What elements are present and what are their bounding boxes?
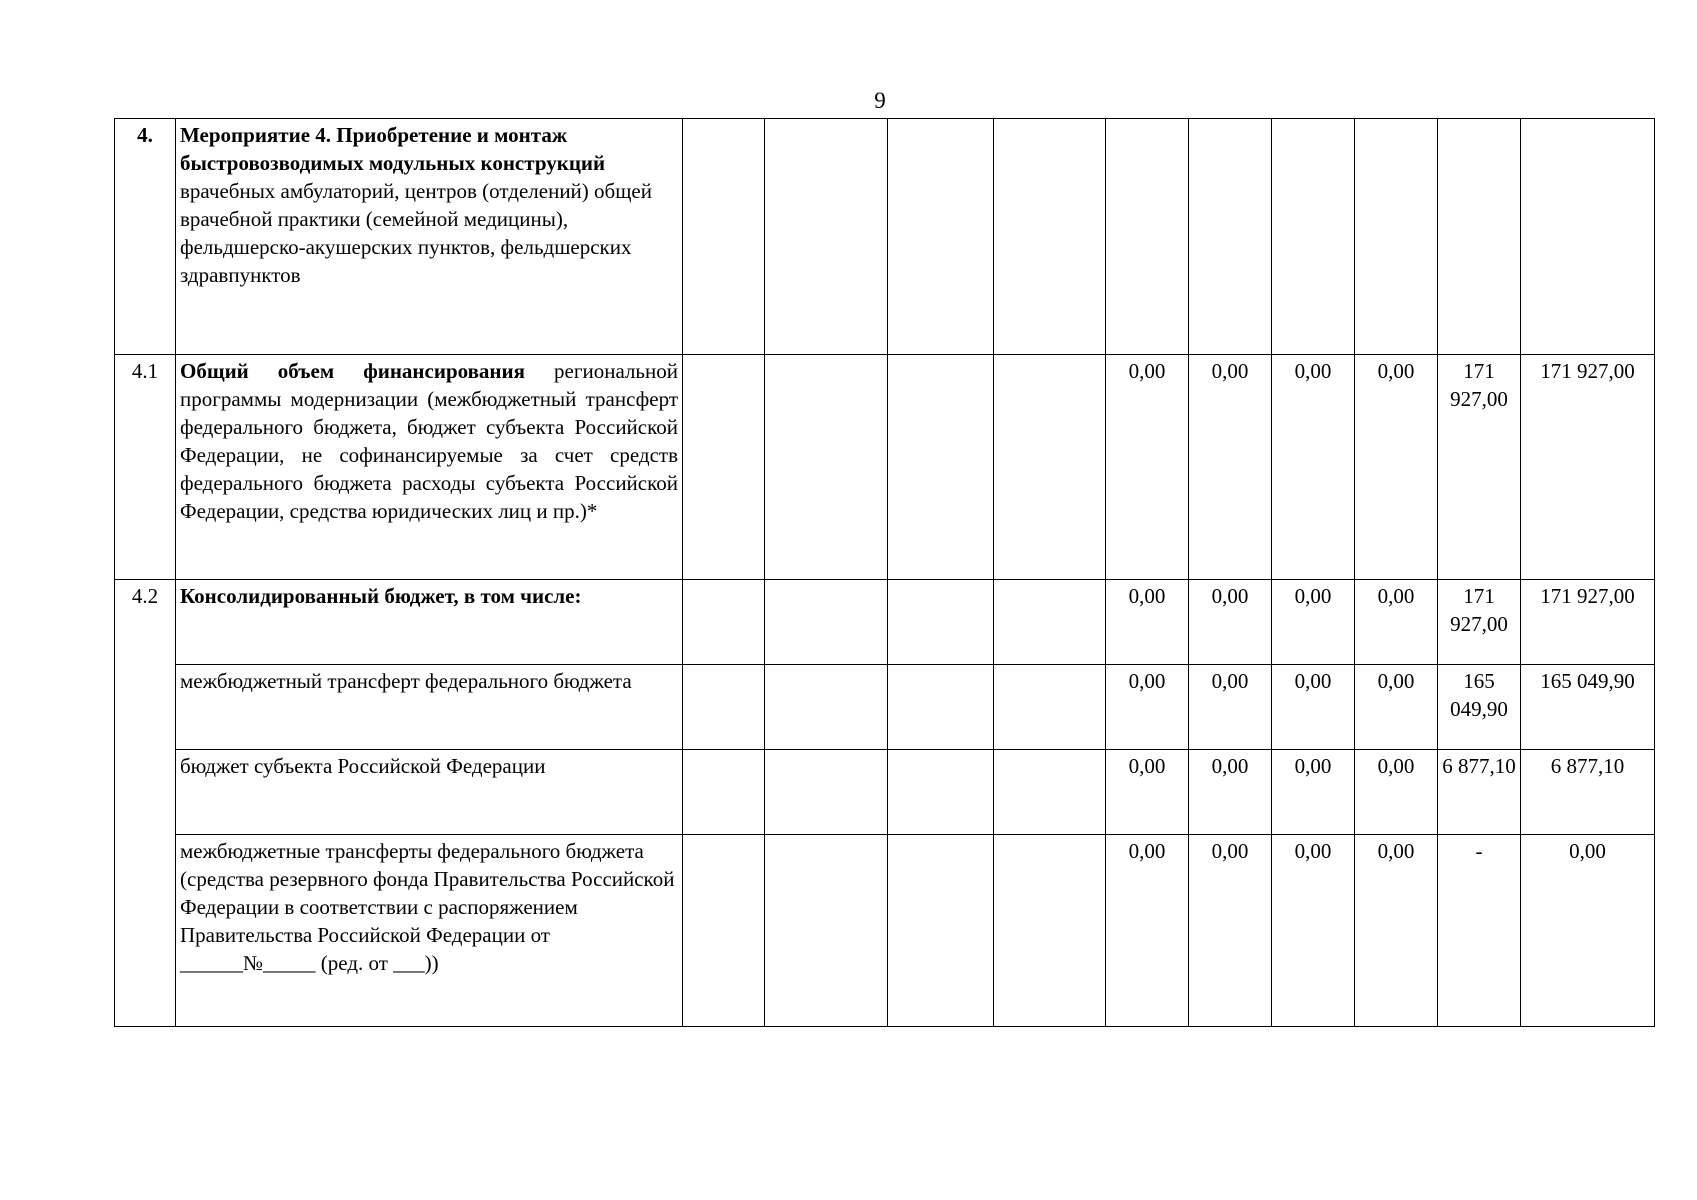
table-row — [115, 119, 1655, 355]
empty-cell — [765, 835, 888, 1027]
empty-cell — [765, 665, 888, 750]
row-title-bold: Мероприятие 4. Приобретение и монтаж быстровозводимых модульных конструкций — [180, 123, 606, 175]
empty-cell — [765, 750, 888, 835]
row-description: межбюджетный трансферт федерального бюджета — [176, 665, 683, 750]
row-number: 4. — [115, 119, 176, 355]
value-cell: 165 049,90 — [1438, 665, 1521, 750]
empty-cell — [765, 580, 888, 665]
empty-cell — [683, 750, 765, 835]
empty-cell — [888, 750, 994, 835]
empty-cell — [994, 355, 1106, 580]
total-cell: 171 927,00 — [1521, 355, 1655, 580]
value-cell: 0,00 — [1106, 750, 1189, 835]
row-number: 4.1 — [115, 355, 176, 580]
value-cell: 0,00 — [1106, 835, 1189, 1027]
value-cell: 0,00 — [1355, 750, 1438, 835]
value-cell: 0,00 — [1106, 580, 1189, 665]
table-row — [115, 835, 1655, 1027]
page-number: 9 — [874, 88, 886, 113]
table-row — [115, 355, 1655, 580]
empty-cell — [888, 355, 994, 580]
value-cell: 0,00 — [1355, 835, 1438, 1027]
value-cell: 0,00 — [1355, 580, 1438, 665]
empty-cell — [888, 119, 994, 355]
empty-cell — [683, 665, 765, 750]
value-cell: 0,00 — [1189, 750, 1272, 835]
empty-cell — [765, 119, 888, 355]
row-description: бюджет субъекта Российской Федерации — [176, 750, 683, 835]
row-number: 4.2 — [115, 580, 176, 1027]
empty-cell — [1189, 119, 1272, 355]
row-title-rest: региональной программы модернизации (межбюджетный трансферт федерального бюджета, бюджет субъекта Российской Федерации, не софинансируемые за счет средств федерального бюджета расходы субъекта Российской Федерации, средства юридических лиц и пр.)* — [180, 359, 678, 523]
empty-cell — [683, 580, 765, 665]
value-cell: 171 927,00 — [1438, 580, 1521, 665]
value-cell: 171 927,00 — [1438, 355, 1521, 580]
row-description — [176, 355, 683, 580]
empty-cell — [683, 835, 765, 1027]
table-row — [115, 580, 1655, 665]
total-cell: 6 877,10 — [1521, 750, 1655, 835]
empty-cell — [1272, 119, 1355, 355]
table-row — [115, 665, 1655, 750]
empty-cell — [994, 665, 1106, 750]
empty-cell — [683, 355, 765, 580]
empty-cell — [1438, 119, 1521, 355]
row-description — [176, 119, 683, 355]
row-title-bold: Общий объем финансирования — [180, 359, 525, 383]
empty-cell — [888, 580, 994, 665]
total-cell: 0,00 — [1521, 835, 1655, 1027]
empty-cell — [994, 835, 1106, 1027]
row-description: Консолидированный бюджет, в том числе: — [176, 580, 683, 665]
value-cell: 0,00 — [1272, 835, 1355, 1027]
value-cell: 0,00 — [1355, 665, 1438, 750]
value-cell: 0,00 — [1106, 665, 1189, 750]
empty-cell — [994, 750, 1106, 835]
empty-cell — [888, 665, 994, 750]
empty-cell — [1355, 119, 1438, 355]
empty-cell — [683, 119, 765, 355]
row-title-rest: врачебных амбулаторий, центров (отделений) общей врачебной практики (семейной медицины), фельдшерско-акушерских пунктов, фельдшерских здравпунктов — [180, 179, 652, 287]
total-cell: 171 927,00 — [1521, 580, 1655, 665]
row-description: межбюджетные трансферты федерального бюджета (средства резервного фонда Правительства Российской Федерации в соответствии с распоряжением Правительства Российской Федерации от ______№_____ (ред. от ___)) — [176, 835, 683, 1027]
value-cell: - — [1438, 835, 1521, 1027]
financing-table — [114, 118, 1655, 1027]
empty-cell — [888, 835, 994, 1027]
empty-cell — [994, 119, 1106, 355]
value-cell: 0,00 — [1272, 355, 1355, 580]
value-cell: 0,00 — [1189, 355, 1272, 580]
table-row — [115, 750, 1655, 835]
value-cell: 0,00 — [1189, 580, 1272, 665]
value-cell: 0,00 — [1189, 835, 1272, 1027]
value-cell: 0,00 — [1272, 665, 1355, 750]
empty-cell — [1106, 119, 1189, 355]
total-cell: 165 049,90 — [1521, 665, 1655, 750]
empty-cell — [1521, 119, 1655, 355]
empty-cell — [765, 355, 888, 580]
value-cell: 0,00 — [1355, 355, 1438, 580]
value-cell: 0,00 — [1272, 580, 1355, 665]
value-cell: 6 877,10 — [1438, 750, 1521, 835]
value-cell: 0,00 — [1272, 750, 1355, 835]
empty-cell — [994, 580, 1106, 665]
value-cell: 0,00 — [1106, 355, 1189, 580]
value-cell: 0,00 — [1189, 665, 1272, 750]
